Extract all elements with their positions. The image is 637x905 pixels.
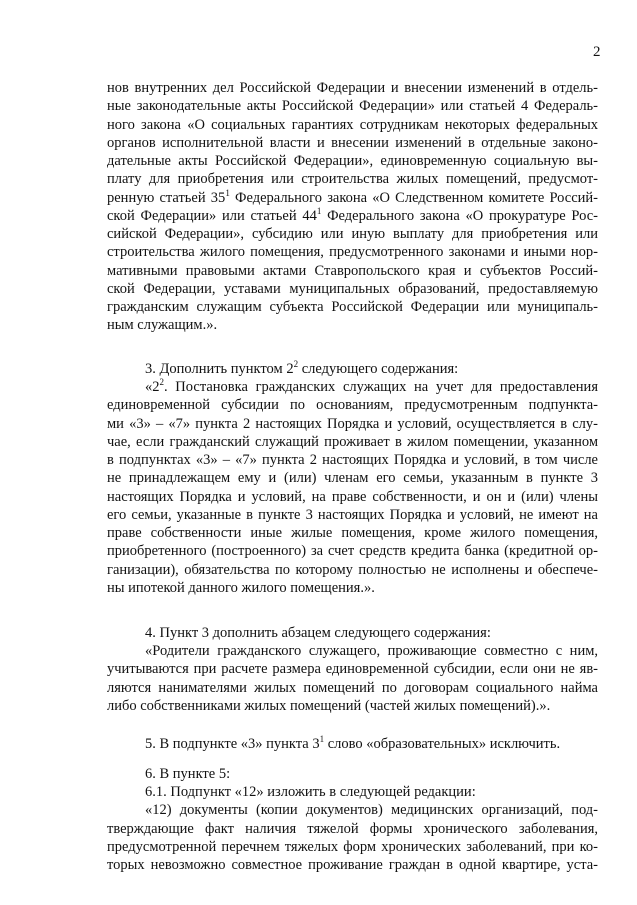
text-line: ренную статьей $35^1$ Федерального закона «О Следственном комитете Россий- <box>107 187 599 206</box>
text-line: ляются нанимателями жилых помещений по договорам социального найма <box>107 679 598 696</box>
text-line: в подпунктах «3» – «7» пункта 2 настоящих Порядка и условий, в том числе <box>107 452 598 468</box>
text-line: строительства жилого помещения, предусмотренного законами и иными нор- <box>107 244 598 261</box>
text-line: ми «3» – «7» пункта 2 настоящих Порядка и условий, осуществляется в слу- <box>107 415 598 432</box>
text-line: ны ипотекой данного жилого помещения.». <box>107 579 375 596</box>
text-line: гражданским служащим субъекта Российской Федерации или муниципаль- <box>107 299 598 315</box>
text-line: ным служащим.». <box>107 317 218 334</box>
text-line: его семьи, указанные в пункте 3 настоящих Порядка и условий, не имеют на <box>107 506 598 523</box>
text-line: «$2^2$. Постановка гражданских служащих на учет для предоставления <box>145 377 598 395</box>
text-line: 6.1. Подпункт «12» изложить в следующей редакции: <box>145 784 476 800</box>
page-number: 2 <box>593 44 601 60</box>
text-line: ганизации), обязательства по которому полностью не исполнены и обеспече- <box>107 561 598 578</box>
text-line: чае, если гражданский служащий проживает в жилом помещении, указанном <box>107 433 598 450</box>
text-line: «Родители гражданского служащего, проживающие совместно с ним, <box>145 643 598 660</box>
text-line: ской Федерации, уставами муниципальных образований, предоставляемую <box>107 280 598 297</box>
text-line: единовременной субсидии по основаниям, предусмотренным подпункта- <box>107 397 598 414</box>
text-line: предусмотренной перечнем тяжелых форм хронических заболеваний, при ко- <box>107 838 598 855</box>
text-line: учитываются при расчете размера единовременной субсидии, если они не яв- <box>107 661 598 678</box>
text-line: ные законодательные акты Российской Федерации» или статьей 4 Федераль- <box>107 98 598 115</box>
text-line: не принадлежащем ему и (или) членам его семьи, указанным в пункте 3 <box>107 470 598 487</box>
text-line: настоящих Порядка и условий, на праве собственности, и он и (или) члены <box>107 488 598 505</box>
text-line: плату для приобретения или строительства жилых помещений, предусмот- <box>107 171 598 188</box>
text-line: дательные акты Российской Федерации», единовременную социальную вы- <box>107 153 598 169</box>
text-line: праве собственности иные жилые помещения, кроме жилого помещения, <box>107 525 598 541</box>
text-line: «12) документы (копии документов) медицинских организаций, под- <box>145 802 598 819</box>
text-line: мативными правовыми актами Ставропольского края и субъектов Россий- <box>107 262 598 279</box>
text-line: органов исполнительной власти и внесении изменений в отдельные законо- <box>107 134 598 151</box>
item-heading: 6. В пункте 5: <box>145 765 231 782</box>
text-line: ской Федерации» или статьей $44^1$ Федерального закона «О прокуратуре Рос- <box>107 205 598 224</box>
text-line: тверждающие факт наличия тяжелой формы хронического заболевания, <box>107 820 598 837</box>
text-line: приобретенного (построенного) за счет средств кредита банка (кредитной ор- <box>107 543 598 560</box>
item-heading: 4. Пункт 3 дополнить абзацем следующего содержания: <box>145 624 491 641</box>
item-heading: 3. Дополнить пунктом $2^2$ следующего содержания: <box>145 358 459 377</box>
text-line: либо собственниками жилых помещений (частей жилых помещений).». <box>107 697 551 714</box>
text-line: нов внутренних дел Российской Федерации и внесении изменений в отдель- <box>107 80 598 96</box>
text-line: сийской Федерации», субсидию или иную выплату для приобретения или <box>107 226 598 242</box>
text-line: торых невозможно совместное проживание граждан в одной квартире, уста- <box>107 857 598 873</box>
item-heading: 5. В подпункте «3» пункта $3^1$ слово «образовательных» исключить. <box>145 734 561 753</box>
text-line: ного закона «О социальных гарантиях сотрудникам некоторых федеральных <box>107 116 598 133</box>
